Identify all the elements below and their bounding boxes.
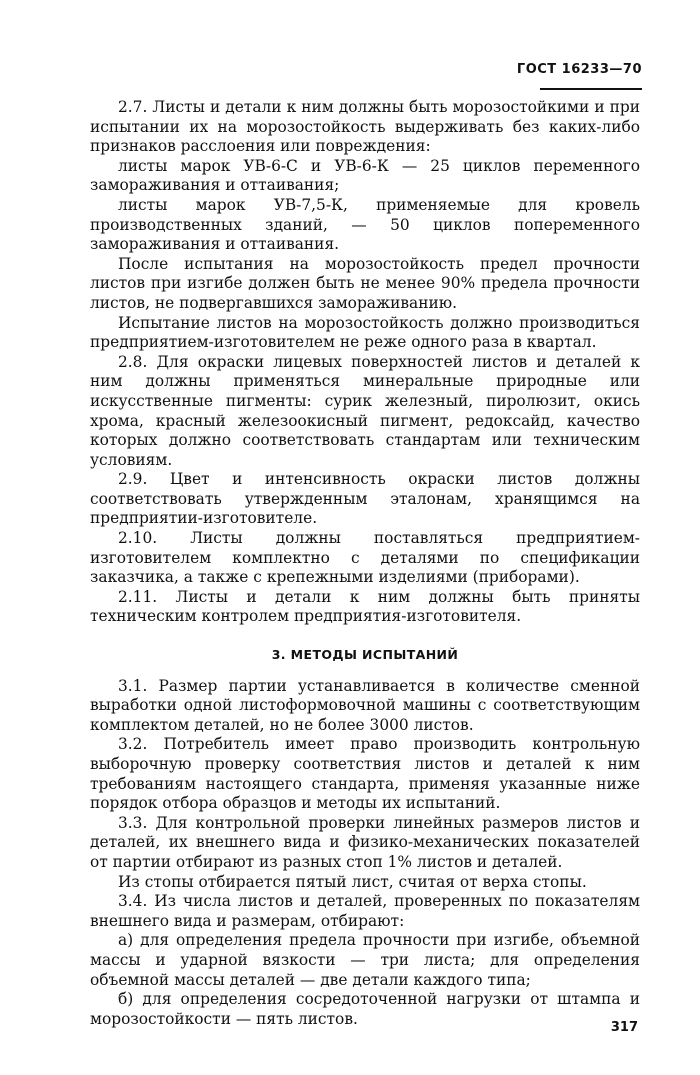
paragraph: 3.2. Потребитель имеет право производить контрольную выборочную проверку соответствия листов и деталей к ним требованиям настоящего стандарта, применяя указанные ниже порядок отбора образцов и методы их испытаний.: [90, 735, 640, 813]
paragraph: б) для определения сосредоточенной нагрузки от штампа и морозостойкости — пять листов.: [90, 990, 640, 1028]
paragraph: После испытания на морозостойкость предел прочности листов при изгибе должен быть не менее 90% предела прочности листов, не подвергавшихся замораживанию.: [90, 254, 640, 312]
paragraph: 2.7. Листы и детали к ним должны быть морозостойкими и при испытании их на морозостойкость выдерживать без каких-либо признаков расслоения или повреждения:: [90, 98, 640, 156]
paragraph: Из стопы отбирается пятый лист, считая от верха стопы.: [118, 872, 587, 891]
paragraph: 2.10. Листы должны поставляться предприятием-изготовителем комплектно с деталями по спецификации заказчика, а также с крепежными изделиями (приборами).: [90, 529, 640, 587]
paragraph: 2.11. Листы и детали к ним должны быть приняты техническим контролем предприятия-изготовителя.: [90, 587, 640, 626]
section-heading: 3. МЕТОДЫ ИСПЫТАНИЙ: [271, 647, 459, 663]
paragraph: листы марок УВ-6-С и УВ-6-К — 25 циклов переменного замораживания и оттаивания;: [90, 156, 640, 195]
paragraph: 3.3. Для контрольной проверки линейных размеров листов и деталей, их внешнего вида и физико-механических показателей от партии отбирают из разных стоп 1% листов и деталей.: [90, 813, 640, 871]
paragraph: а) для определения предела прочности при изгибе, объемной массы и ударной вязкости — три листа; для определения объемной массы деталей — две детали каждого типа;: [90, 931, 640, 989]
header-rule: [540, 88, 642, 90]
paragraph: листы марок УВ-7,5-К, применяемые для кровель производственных зданий, — 50 циклов попеременного замораживания и оттаивания.: [90, 195, 640, 254]
paragraph: Испытание листов на морозостойкость должно производиться предприятием-изготовителем не реже одного раза в квартал.: [90, 313, 640, 352]
paragraph: 2.9. Цвет и интенсивность окраски листов должны соответствовать утвержденным эталонам, хранящимся на предприятии-изготовителе.: [90, 470, 640, 528]
page-number: 317: [610, 1020, 638, 1035]
document-code: ГОСТ 16233—70: [516, 62, 642, 77]
paragraph: 3.1. Размер партии устанавливается в количестве сменной выработки одной листоформовочной машины с соответствующим комплектом деталей, но не более 3000 листов.: [90, 676, 640, 734]
document-body: [90, 98, 640, 1029]
paragraph: 3.4. Из числа листов и деталей, проверенных по показателям внешнего вида и размерам, отбирают:: [90, 892, 640, 930]
paragraph: 2.8. Для окраски лицевых поверхностей листов и деталей к ним должны применяться минеральные природные или искусственные пигменты: сурик железный, пиролюзит, окись хрома, красный железоокисный пигмент, редоксайд, качество которых должно соответствовать стандартам или техническим условиям.: [90, 352, 640, 469]
